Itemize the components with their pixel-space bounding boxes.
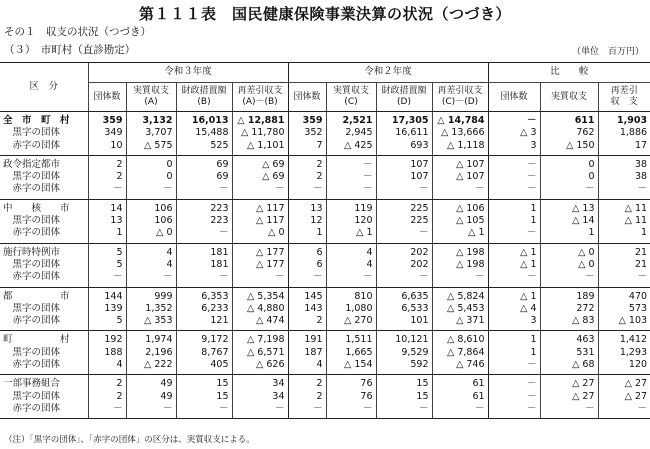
header-kubun: 区 分 [0,63,88,112]
cell: 61 [432,375,488,391]
cell: 2 [288,375,326,391]
table-row [0,199,650,215]
cell: 15 [176,375,232,391]
cell: 0 [540,155,598,171]
cell: △ 270 [326,315,376,331]
cell: 14 [88,199,126,215]
table-row [0,183,650,199]
row-label: 赤字の団体 [0,315,88,331]
cell: △ 4,880 [232,303,288,315]
cell: 181 [176,259,232,271]
cell: 4 [326,259,376,271]
cell: △ 27 [598,391,650,403]
row-label: 赤字の団体 [0,359,88,375]
cell: － [326,271,376,287]
cell: － [232,403,288,419]
cell: － [126,183,176,199]
cell: － [88,271,126,287]
cell: 144 [88,287,126,303]
cell: 202 [376,243,432,259]
cell: △ 27 [598,375,650,391]
cell: 5 [88,315,126,331]
cell: △ 5,354 [232,287,288,303]
cell: － [376,183,432,199]
cell: 7 [288,140,326,156]
cell: △ 14 [540,215,598,227]
cell: － [88,403,126,419]
cell: 2,945 [326,127,376,139]
cell: － [288,403,326,419]
cell: △ 3 [488,127,540,139]
cell: 202 [376,259,432,271]
cell: △ 0 [540,259,598,271]
row-label: 黒字の団体 [3,215,61,227]
cell: 106 [126,199,176,215]
cell: － [326,155,376,171]
cell: 107 [376,155,432,171]
cell: 119 [326,199,376,215]
cell: 15 [376,375,432,391]
cell: 1,412 [598,331,650,347]
cell: － [232,183,288,199]
cell: － [488,227,540,243]
cell: 16,013 [176,112,232,128]
row-label: 赤字の団体 [0,271,88,287]
cell: 9,172 [176,331,232,347]
cell: － [488,403,540,419]
cell: △ 13,666 [432,127,488,139]
cell: 5 [88,243,126,259]
cell: 15 [376,391,432,403]
cell: 49 [126,391,176,403]
header-r3-col-1: 実質収支 (A) [126,83,176,112]
cell: 4 [126,243,176,259]
cell: △ 83 [540,315,598,331]
cell: 223 [176,215,232,227]
cell: 38 [598,171,650,183]
cell: － [488,155,540,171]
cell: 188 [88,347,126,359]
cell: 2 [88,391,126,403]
cell: 16,611 [376,127,432,139]
table-row [0,375,650,391]
cell: △ 474 [232,315,288,331]
cell: － [488,271,540,287]
cell: 693 [376,140,432,156]
cell: － [540,403,598,419]
cell: △ 7,198 [232,331,288,347]
cell: 2 [88,155,126,171]
cell: 1,974 [126,331,176,347]
row-label: 一部事務組合 [3,378,61,390]
cell: △ 107 [432,171,488,183]
cell: 106 [126,215,176,227]
cell: 15 [176,391,232,403]
table-row [0,227,650,243]
cell: 76 [326,375,376,391]
cell: 2 [288,391,326,403]
cell: － [488,391,540,403]
cell: △ 222 [126,359,176,375]
cell: △ 1 [488,259,540,271]
row-label: 黒字の団体 [3,171,61,183]
header-r2-col-3: 再差引収支 (C)－(D) [432,83,488,112]
cell: 8,767 [176,347,232,359]
cell: 0 [540,171,598,183]
table-row [0,155,650,171]
unit-label: （単位 百万円） [571,47,644,57]
cell: △ 1 [326,227,376,243]
cell: 69 [176,171,232,183]
cell: △ 177 [232,259,288,271]
cell: 525 [176,140,232,156]
cell: 1 [540,227,598,243]
cell: 3 [488,140,540,156]
cell: △ 0 [540,243,598,259]
cell: 1 [288,227,326,243]
cell: － [598,271,650,287]
cell: △ 14,784 [432,112,488,128]
cell: 143 [288,303,326,315]
cell: △ 1,101 [232,140,288,156]
cell: － [432,403,488,419]
cell: 1,511 [326,331,376,347]
cell: △ 0 [126,227,176,243]
cell: 187 [288,347,326,359]
cell: 4 [88,359,126,375]
cell: △ 177 [232,243,288,259]
header-group-compare: 比 較 [488,63,650,83]
cell: 1 [488,347,540,359]
cell: 1 [88,227,126,243]
cell: △ 1 [432,227,488,243]
cell: 3 [488,315,540,331]
cell: － [126,271,176,287]
cell: △ 353 [126,315,176,331]
cell: △ 154 [326,359,376,375]
row-label: 施行時特例市 [3,246,61,258]
cell: 2 [88,171,126,183]
header-group-r3: 令和３年度 [88,63,288,83]
table-row [0,391,650,403]
section-subtitle: その１ 収支の状況（つづき） [4,26,151,38]
cell: 4 [288,359,326,375]
cell: 34 [232,391,288,403]
cell: － [88,183,126,199]
cell: － [488,112,540,128]
cell: － [326,403,376,419]
cell: － [488,171,540,183]
cell: △ 68 [540,359,598,375]
cell: △ 1 [488,243,540,259]
cell: 223 [176,199,232,215]
cell: 38 [598,155,650,171]
cell: △ 69 [232,155,288,171]
cell: 61 [432,391,488,403]
cell: 225 [376,215,432,227]
row-label: 黒字の団体 [3,390,61,402]
row-label: 全 市 町 村 [3,115,70,126]
cell: 1 [488,331,540,347]
cell: △ 11 [598,215,650,227]
row-label: 黒字の団体 [3,346,61,358]
cell: 6,533 [376,303,432,315]
settlement-table [0,62,650,419]
cell: △ 117 [232,199,288,215]
cell: 12 [288,215,326,227]
cell: － [376,403,432,419]
cell: △ 746 [432,359,488,375]
cell: 107 [376,171,432,183]
cell: 191 [288,331,326,347]
cell: △ 11,780 [232,127,288,139]
table-row [0,315,650,331]
cell: 463 [540,331,598,347]
cell: － [540,183,598,199]
row-label: 町 村 [3,334,70,346]
cell: 573 [598,303,650,315]
header-r3-col-0: 団体数 [88,83,126,112]
table-row [0,331,650,347]
cell: 76 [326,391,376,403]
cell: 272 [540,303,598,315]
cell: － [432,271,488,287]
cell: △ 575 [126,140,176,156]
cell: 0 [126,171,176,183]
cell: 4 [126,259,176,271]
cell: 120 [598,359,650,375]
row-label: 赤字の団体 [0,183,88,199]
cell: 2,196 [126,347,176,359]
cell: △ 198 [432,259,488,271]
cell: － [326,171,376,183]
cell: △ 5,453 [432,303,488,315]
cell: △ 5,824 [432,287,488,303]
header-cmp-col-1: 実質収支 [540,83,598,112]
cell: 6,353 [176,287,232,303]
table-row [0,171,650,183]
cell: 611 [540,112,598,128]
cell: － [598,183,650,199]
table-row [0,347,650,359]
cell: 6,233 [176,303,232,315]
cell: 3,707 [126,127,176,139]
cell: △ 7,864 [432,347,488,359]
cell: 349 [88,127,126,139]
cell: 181 [176,243,232,259]
cell: △ 371 [432,315,488,331]
header-cmp-col-2: 再差引 収 支 [598,83,650,112]
cell: － [376,227,432,243]
cell: △ 6,571 [232,347,288,359]
cell: 2 [288,155,326,171]
cell: － [432,183,488,199]
cell: 810 [326,287,376,303]
table-row [0,271,650,287]
cell: 531 [540,347,598,359]
cell: 17,305 [376,112,432,128]
cell: 1 [488,215,540,227]
cell: △ 107 [432,155,488,171]
cell: 1,293 [598,347,650,359]
header-r3-col-3: 再差引収支 (A)－(B) [232,83,288,112]
cell: 1,903 [598,112,650,128]
header-r2-col-0: 団体数 [288,83,326,112]
cell: 13 [88,215,126,227]
cell: 405 [176,359,232,375]
cell: 4 [326,243,376,259]
cell: 49 [126,375,176,391]
cell: － [232,271,288,287]
cell: △ 4 [488,303,540,315]
cell: 21 [598,259,650,271]
row-label: 都 市 [3,290,70,302]
cell: 1,080 [326,303,376,315]
cell: 15,488 [176,127,232,139]
table-row [0,112,650,128]
cell: － [288,271,326,287]
cell: － [598,403,650,419]
cell: △ 11 [598,199,650,215]
cell: － [176,227,232,243]
cell: 6 [288,243,326,259]
cell: 0 [126,155,176,171]
cell: 139 [88,303,126,315]
cell: － [540,271,598,287]
cell: 9,529 [376,347,432,359]
cell: △ 103 [598,315,650,331]
cell: 120 [326,215,376,227]
cell: 189 [540,287,598,303]
cell: △ 105 [432,215,488,227]
cell: 69 [176,155,232,171]
cell: － [488,359,540,375]
cell: △ 13 [540,199,598,215]
cell: － [326,183,376,199]
cell: △ 69 [232,171,288,183]
cell: △ 27 [540,375,598,391]
table-row [0,215,650,227]
header-r2-col-2: 財政措置額 (D) [376,83,432,112]
cell: － [126,403,176,419]
cell: 3,132 [126,112,176,128]
cell: 5 [88,259,126,271]
cell: 1,352 [126,303,176,315]
table-row [0,259,650,271]
page-title: 第１１１表 国民健康保険事業決算の状況（つづき） [138,5,511,23]
table-row [0,287,650,303]
cell: 34 [232,375,288,391]
header-group-r2: 令和２年度 [288,63,488,83]
footnote: （注）「黒字の団体」、「赤字の団体」の区分は、実質収支による。 [4,435,255,445]
cell: 192 [88,331,126,347]
cell: △ 8,610 [432,331,488,347]
cell: 13 [288,199,326,215]
cell: △ 198 [432,243,488,259]
cell: － [176,183,232,199]
table-row [0,303,650,315]
cell: 10,121 [376,331,432,347]
cell: 359 [288,112,326,128]
table-row [0,359,650,375]
cell: 2,521 [326,112,376,128]
cell: △ 626 [232,359,288,375]
row-label: 中 核 市 [3,202,70,214]
cell: 1 [488,199,540,215]
table-row [0,243,650,259]
cell: 121 [176,315,232,331]
cell: 6 [288,259,326,271]
cell: △ 0 [232,227,288,243]
row-label: 黒字の団体 [3,258,61,270]
table-row [0,127,650,139]
header-r3-col-2: 財政措置額 (B) [176,83,232,112]
cell: 359 [88,112,126,128]
header-cmp-col-0: 団体数 [488,83,540,112]
cell: 101 [376,315,432,331]
cell: 2 [88,375,126,391]
cell: － [488,375,540,391]
row-label: 赤字の団体 [0,227,88,243]
cell: 592 [376,359,432,375]
cell: 999 [126,287,176,303]
table-body [0,112,650,419]
cell: 10 [88,140,126,156]
cell: － [288,183,326,199]
cell: 1,665 [326,347,376,359]
table-subtitle: （３） 市町村（直診勘定） [4,44,136,56]
cell: △ 1,118 [432,140,488,156]
cell: △ 150 [540,140,598,156]
row-label: 政令指定都市 [3,158,61,170]
header-r2-col-1: 実質収支 (C) [326,83,376,112]
row-label: 黒字の団体 [3,127,61,139]
cell: 2 [288,315,326,331]
row-label: 黒字の団体 [3,302,61,314]
cell: － [176,271,232,287]
cell: 6,635 [376,287,432,303]
table-row [0,403,650,419]
cell: 145 [288,287,326,303]
cell: － [376,271,432,287]
cell: △ 1 [488,287,540,303]
table-row [0,140,650,156]
cell: 762 [540,127,598,139]
cell: 2 [288,171,326,183]
cell: 1,886 [598,127,650,139]
cell: 225 [376,199,432,215]
cell: 21 [598,243,650,259]
cell: △ 106 [432,199,488,215]
cell: 17 [598,140,650,156]
cell: － [176,403,232,419]
cell: △ 117 [232,215,288,227]
cell: － [488,183,540,199]
cell: 352 [288,127,326,139]
cell: 1 [598,227,650,243]
cell: △ 425 [326,140,376,156]
cell: △ 27 [540,391,598,403]
cell: △ 12,881 [232,112,288,128]
row-label: 赤字の団体 [0,140,88,156]
row-label: 赤字の団体 [0,403,88,419]
cell: 470 [598,287,650,303]
